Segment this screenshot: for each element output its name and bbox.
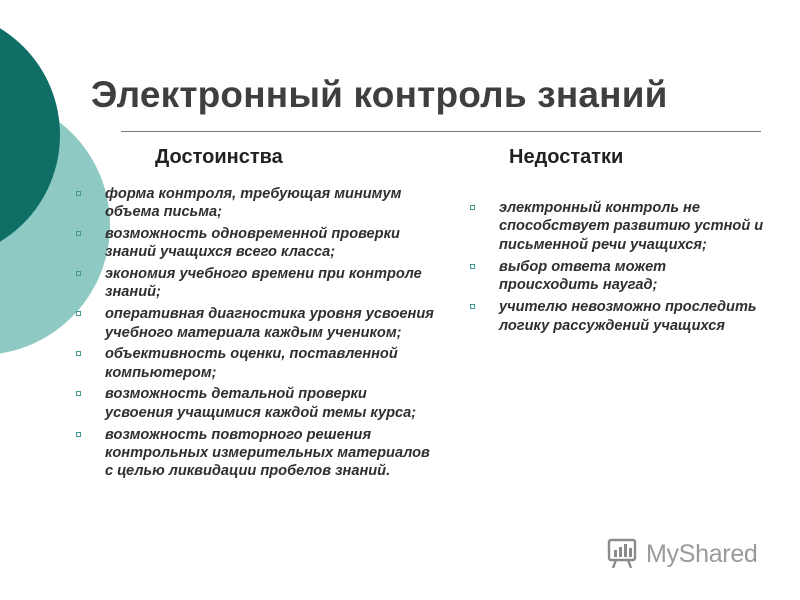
square-bullet-icon <box>470 304 475 309</box>
list-item-text: объективность оценки, поставленной компьютером; <box>105 346 398 381</box>
list-item-text: возможность одновременной проверки знаний учащихся всего класса; <box>105 226 400 261</box>
myshared-logo-icon <box>606 537 640 571</box>
list-item <box>76 426 436 481</box>
myshared-watermark[interactable] <box>606 537 758 571</box>
list-item <box>470 298 770 335</box>
list-item <box>76 305 436 342</box>
square-bullet-icon <box>470 205 475 210</box>
list-item-text: электронный контроль не способствует развитию устной и письменной речи учащихся; <box>499 200 764 253</box>
square-bullet-icon <box>76 432 81 437</box>
square-bullet-icon <box>76 311 81 316</box>
square-bullet-icon <box>470 264 475 269</box>
advantages-heading: Достоинства <box>155 146 283 168</box>
list-item <box>470 199 770 254</box>
list-item-text: учителю невозможно проследить логику рассуждений учащихся <box>499 299 757 334</box>
list-item-text: оперативная диагностика уровня усвоения учебного материала каждым учеником; <box>105 306 434 341</box>
disadvantages-list <box>470 199 770 339</box>
advantages-list <box>76 185 436 484</box>
list-item-text: возможность повторного решения контрольных измерительных материалов с целью ликвидации пробелов знаний. <box>105 426 430 480</box>
list-item-text: выбор ответа может происходить наугад; <box>499 258 667 294</box>
square-bullet-icon <box>76 271 81 276</box>
list-item-text: возможность детальной проверки усвоения учащимися каждой темы курса; <box>105 386 417 421</box>
square-bullet-icon <box>76 391 81 396</box>
list-item-text: экономия учебного времени при контроле знаний; <box>105 266 422 301</box>
square-bullet-icon <box>76 231 81 236</box>
list-item <box>76 265 436 302</box>
watermark-text: MyShared <box>646 539 758 568</box>
list-item <box>76 225 436 262</box>
list-item <box>470 258 770 295</box>
list-item-text: форма контроля, требующая минимум объема письма; <box>105 186 402 221</box>
list-item <box>76 185 436 222</box>
square-bullet-icon <box>76 351 81 356</box>
list-item <box>76 345 436 382</box>
square-bullet-icon <box>76 191 81 196</box>
slide-title: Электронный контроль знаний <box>91 74 668 115</box>
list-item <box>76 385 436 422</box>
disadvantages-heading: Недостатки <box>509 146 624 168</box>
title-divider <box>121 131 761 132</box>
